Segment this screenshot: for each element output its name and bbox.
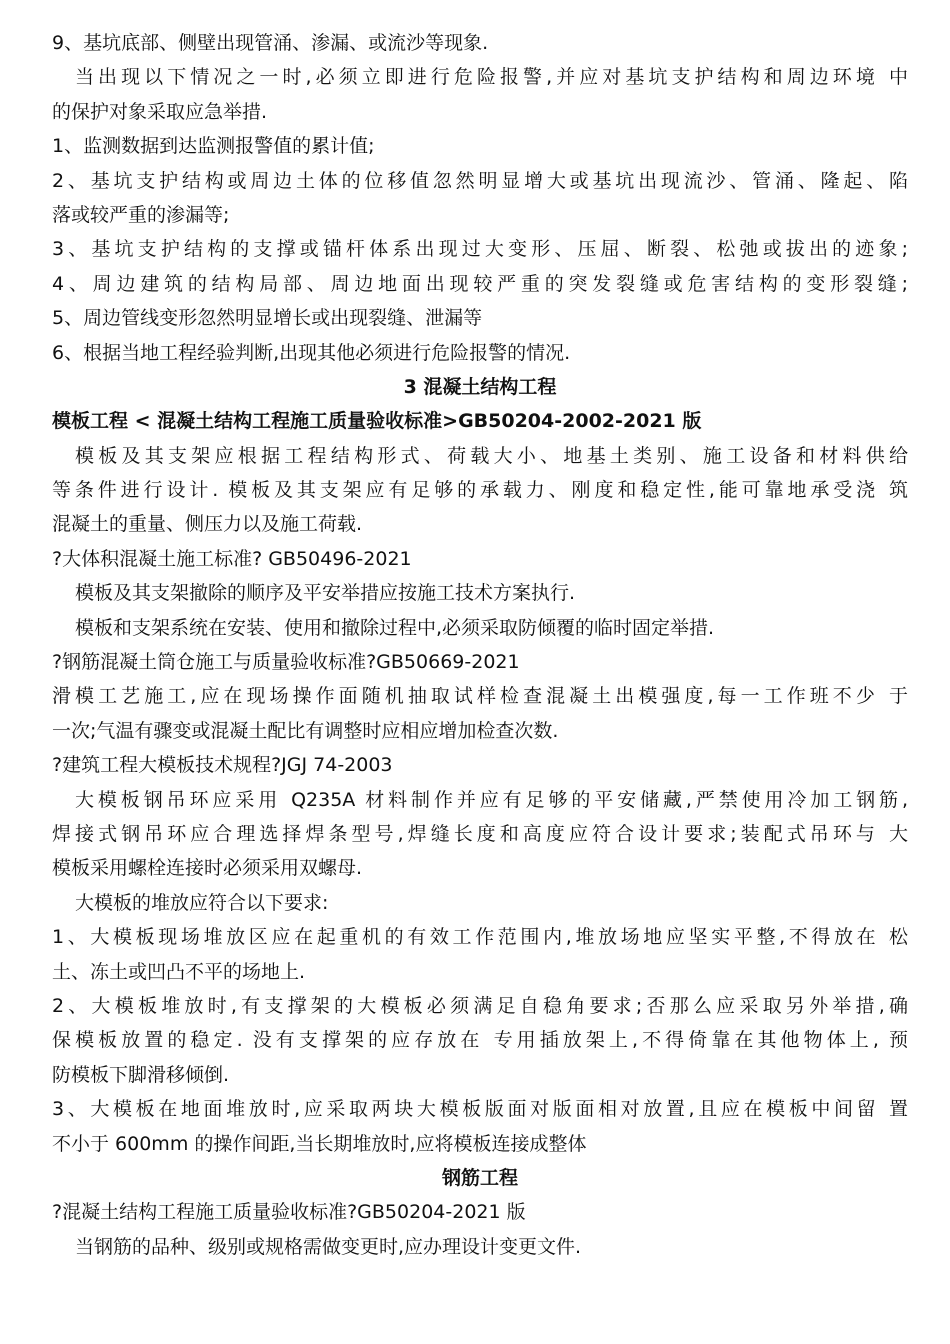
text-line: 模板和支架系统在安装、使用和撤除过程中,必须采取防倾覆的临时固定举措. (75, 616, 715, 639)
text-line: 等条件进行设计. 模板及其支架应有足够的承载力、刚度和稳定性,能可靠地承受浇 筑 (52, 479, 908, 502)
subsection-heading: 模板工程 < 混凝土结构工程施工质量验收标准>GB50204-2002-2021 版 (52, 410, 702, 433)
text-line: 5、周边管线变形忽然明显增长或出现裂缝、泄漏等 (52, 307, 483, 330)
standard-reference: ?混凝土结构工程施工质量验收标准?GB50204-2021 版 (52, 1201, 526, 1224)
text-line: 模板采用螺栓连接时必须采用双螺母. (52, 857, 363, 880)
text-line: 土、冻土或凹凸不平的场地上. (52, 960, 306, 983)
text-line: 混凝土的重量、侧压力以及施工荷载. (52, 513, 363, 536)
text-line: 2、基坑支护结构或周边土体的位移值忽然明显增大或基坑出现流沙、管涌、隆起、陷 (52, 169, 908, 192)
text-line: 的保护对象采取应急举措. (52, 100, 268, 123)
text-line: 6、根据当地工程经验判断,出现其他必须进行危险报警的情况. (52, 341, 571, 364)
text-line: 大模板钢吊环应采用 Q235A 材料制作并应有足够的平安储藏,严禁使用冷加工钢筋, (75, 788, 908, 811)
text-line: 当出现以下情况之一时,必须立即进行危险报警,并应对基坑支护结构和周边环境 中 (75, 66, 908, 89)
section-heading: 3 混凝土结构工程 (403, 375, 557, 398)
text-line: 模板及其支架应根据工程结构形式、荷载大小、地基土类别、施工设备和材料供给 (75, 444, 908, 467)
text-line: 模板及其支架撤除的顺序及平安举措应按施工技术方案执行. (75, 582, 576, 605)
text-line: 一次;气温有骤变或混凝土配比有调整时应相应增加检查次数. (52, 719, 559, 742)
document-page (52, 26, 908, 1264)
text-line: 4、周边建筑的结构局部、周边地面出现较严重的突发裂缝或危害结构的变形裂缝; (52, 272, 908, 295)
text-line: 9、基坑底部、侧壁出现管涌、渗漏、或流沙等现象. (52, 32, 489, 54)
text-line: 1、监测数据到达监测报警值的累计值; (52, 135, 375, 158)
section-heading: 钢筋工程 (441, 1166, 518, 1189)
text-line: 防模板下脚滑移倾倒. (52, 1063, 230, 1086)
text-line: 滑模工艺施工,应在现场操作面随机抽取试样检查混凝土出模强度,每一工作班不少 于 (52, 685, 908, 708)
text-line: 3、大模板在地面堆放时,应采取两块大模板版面对版面相对放置,且应在模板中间留 置 (52, 1098, 908, 1121)
text-line: 当钢筋的品种、级别或规格需做变更时,应办理设计变更文件. (75, 1235, 582, 1258)
standard-reference: ?钢筋混凝土筒仓施工与质量验收标准?GB50669-2021 (52, 651, 520, 674)
text-line: 3、基坑支护结构的支撑或锚杆体系出现过大变形、压屈、断裂、松弛或拔出的迹象; (52, 238, 908, 261)
standard-reference: ?大体积混凝土施工标准? GB50496-2021 (52, 547, 412, 570)
text-line: 大模板的堆放应符合以下要求: (75, 891, 329, 914)
text-line: 2、大模板堆放时,有支撑架的大模板必须满足自稳角要求;否那么应采取另外举措,确 (52, 994, 908, 1017)
standard-reference: ?建筑工程大模板技术规程?JGJ 74-2003 (52, 754, 393, 777)
text-line: 不小于 600mm 的操作间距,当长期堆放时,应将模板连接成整体 (52, 1132, 587, 1155)
text-line: 落或较严重的渗漏等; (52, 203, 230, 226)
text-line: 1、大模板现场堆放区应在起重机的有效工作范围内,堆放场地应坚实平整,不得放在 松 (52, 926, 908, 949)
text-line: 保模板放置的稳定. 没有支撑架的应存放在 专用插放架上,不得倚靠在其他物体上, 预 (52, 1029, 908, 1052)
text-line: 焊接式钢吊环应合理选择焊条型号,焊缝长度和高度应符合设计要求;装配式吊环与 大 (52, 822, 908, 845)
